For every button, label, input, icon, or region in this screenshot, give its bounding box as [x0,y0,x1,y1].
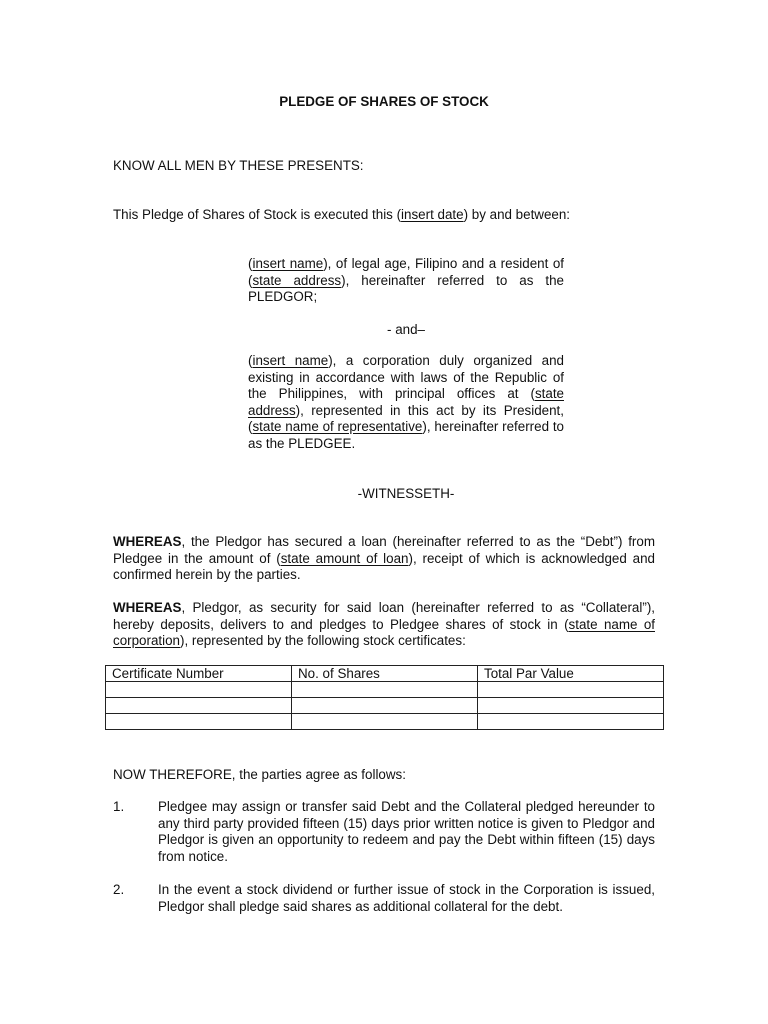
table-cell[interactable] [478,682,664,698]
table-cell[interactable] [478,698,664,714]
table-cell[interactable] [292,714,478,730]
table-cell[interactable] [106,682,292,698]
table-row [106,698,664,714]
table-cell[interactable] [292,682,478,698]
pledgee-address-placeholder: state address [248,386,564,418]
table-row [106,714,664,730]
pledgor-address-placeholder: state address [252,272,342,288]
representative-placeholder: state name of representative [252,419,423,434]
term-text: Pledgee may assign or transfer said Debt and the Collateral pledged hereunder to any third party provided fifteen (15) days prior written notice is given to Pledgor and Pledgor is given an opportunity to redeem and pay the Debt within fifteen (15) days from notice. [158,799,655,864]
term-number: 2. [113,882,125,897]
header-total-par-value: Total Par Value [478,666,664,682]
table-cell[interactable] [292,698,478,714]
header-number-of-shares: No. of Shares [292,666,478,682]
pledgee-paragraph: (insert name), a corporation duly organized and existing in accordance with laws of the Republic of the Philippines, with principal offices at (state address), represented in this act by its President, (state name of representative), hereinafter referred to as the PLEDGEE. [248,353,564,451]
term-text: In the event a stock dividend or further issue of stock in the Corporation is issued, Pledgor shall pledge said shares as additional collateral for the debt. [158,882,655,914]
pledgor-paragraph: (insert name), of legal age, Filipino and a resident of (state address), hereinafter referred to as the PLEDGOR; [248,256,564,304]
document-title: PLEDGE OF SHARES OF STOCK [279,94,489,109]
and-separator: - and– [387,322,425,337]
term-number: 1. [113,799,125,814]
table-cell[interactable] [106,698,292,714]
table-cell[interactable] [106,714,292,730]
header-certificate-number: Certificate Number [106,666,292,682]
whereas-paragraph-1: WHEREAS, the Pledgor has secured a loan (hereinafter referred to as the “Debt”) from Pledgee in the amount of (state amount of loan), receipt of which is acknowledged and confirmed herein by the parties. [113,534,655,582]
witnesseth-heading: -WITNESSETH- [357,486,455,501]
whereas-paragraph-2: WHEREAS, Pledgor, as security for said loan (hereinafter referred to as “Collateral”), hereby deposits, delivers to and pledges to Pledgee shares of stock in (state name of corporation), represented by the following stock certificates: [113,600,655,648]
whereas-keyword: WHEREAS [113,600,182,615]
table-row [106,682,664,698]
pledgee-name-placeholder: insert name [252,353,329,368]
pledgor-name-placeholder: insert name [252,256,324,271]
whereas-keyword: WHEREAS [113,534,182,549]
loan-amount-placeholder: state amount of loan [280,550,409,566]
certificate-table [105,665,664,730]
corporation-name-placeholder: state name of corporation [113,616,655,648]
now-therefore-line: NOW THEREFORE, the parties agree as follows: [113,767,406,782]
date-placeholder: insert date [401,207,464,222]
intro-paragraph: This Pledge of Shares of Stock is executed this (insert date) by and between: [113,207,571,222]
table-header-row [106,666,664,682]
table-cell[interactable] [478,714,664,730]
opening-line: KNOW ALL MEN BY THESE PRESENTS: [113,158,364,173]
